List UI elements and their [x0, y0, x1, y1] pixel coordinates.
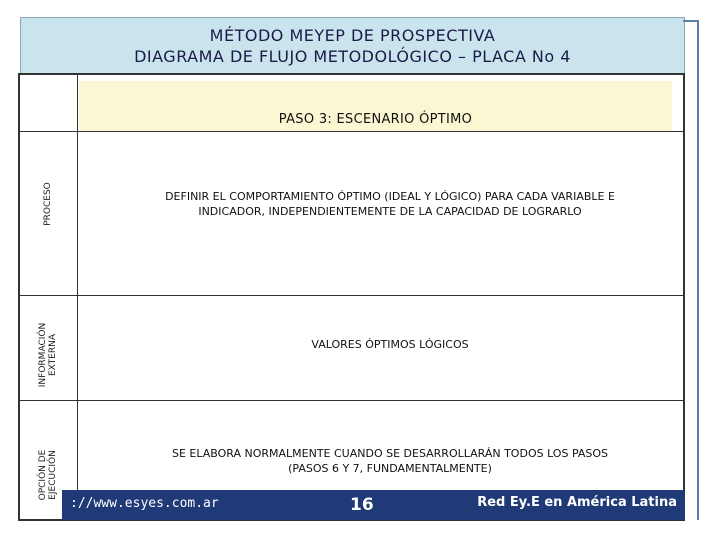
title-line-2: DIAGRAMA DE FLUJO METODOLÓGICO – PLACA No 4	[134, 46, 571, 66]
row-label-proceso	[43, 164, 53, 244]
page-number: 16	[350, 495, 374, 515]
row-divider	[18, 400, 685, 401]
title-banner	[20, 17, 685, 74]
row-label-line-2: EJECUCIÓN	[48, 450, 58, 500]
row-text-informacion-externa: VALORES ÓPTIMOS LÓGICOS	[311, 338, 469, 351]
row-label-line-2: EXTERNA	[48, 333, 58, 377]
row-text-opcion-ejecucion: SE ELABORA NORMALMENTE CUANDO SE DESARROLLARÁN TODOS LOS PASOS (PASOS 6 Y 7, FUNDAMENTALMENTE)	[171, 447, 609, 475]
row-text-proceso: DEFINIR EL COMPORTAMIENTO ÓPTIMO (IDEAL Y LÓGICO) PARA CADA VARIABLE E INDICADOR, INDEPENDIENTEMENTE DE LA CAPACIDAD DE LOGRARLO	[165, 190, 615, 218]
row-divider	[18, 131, 685, 132]
row-label-line-1: INFORMACIÓN	[38, 322, 48, 388]
row-label-opcion-ejecucion	[38, 431, 58, 519]
decorative-border	[683, 20, 699, 520]
row-label-informacion-externa	[38, 307, 58, 403]
row-label-line-1: OPCIÓN DE	[38, 449, 48, 501]
row-divider	[18, 295, 685, 296]
footer-organization: Red Ey.E en América Latina	[477, 495, 677, 510]
title-line-1: MÉTODO MEYEP DE PROSPECTIVA	[209, 25, 496, 45]
footer-bar	[62, 490, 685, 520]
row-label-proceso-text: PROCESO	[43, 182, 53, 226]
step-title: PASO 3: ESCENARIO ÓPTIMO	[278, 112, 473, 127]
footer-url-link[interactable]: ://www.esyes.com.ar	[70, 496, 219, 511]
